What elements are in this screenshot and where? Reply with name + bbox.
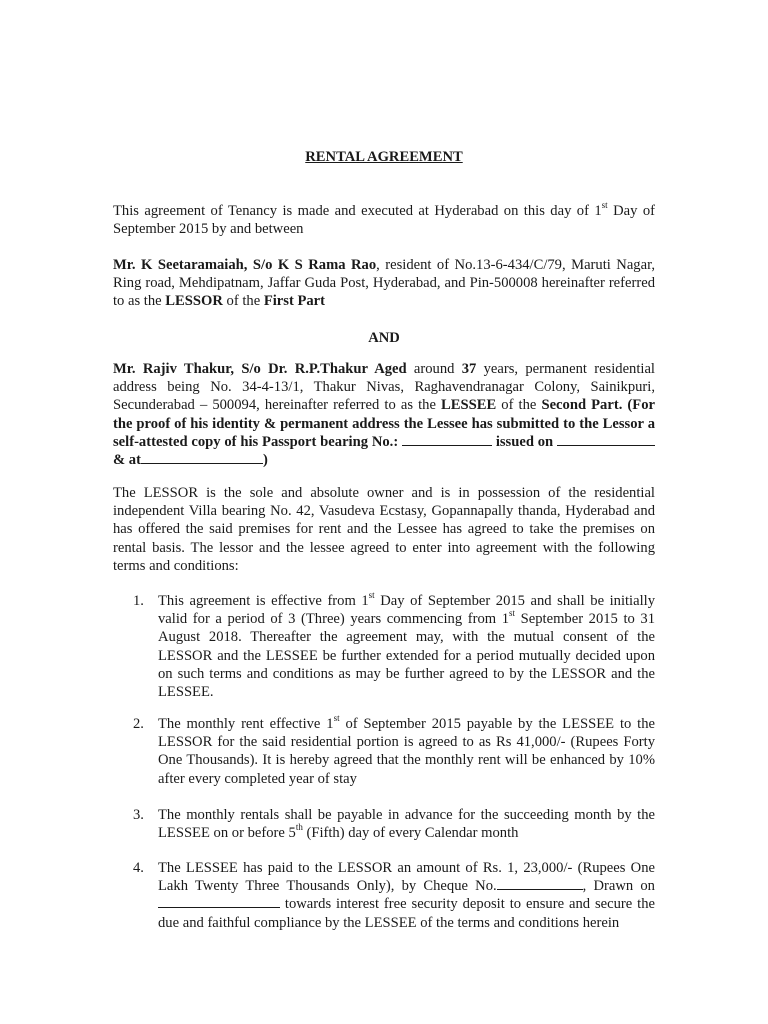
term-text: Day of September 2015 and shall be initially valid for a period of 3 (Three) years commencing from 1 xyxy=(158,593,655,628)
lessee-paragraph xyxy=(113,360,655,469)
term-text: The monthly rent effective 1 xyxy=(158,716,334,732)
lessor-part: First Part xyxy=(263,293,326,310)
lessor-mid: of the xyxy=(222,293,264,310)
issued-date-blank[interactable] xyxy=(557,433,655,446)
lessor-paragraph xyxy=(113,256,655,311)
issued-place-blank[interactable] xyxy=(141,451,263,464)
term-item-2 xyxy=(133,713,655,788)
term-number: 2. xyxy=(133,716,144,732)
term-text: , Drawn on xyxy=(582,878,655,895)
term-item-1 xyxy=(133,590,655,701)
term-text: The monthly rentals shall be payable in advance for the succeeding month by the LESSEE on or before 5 xyxy=(158,807,655,842)
issued-on-label: issued on xyxy=(492,433,557,450)
intro-paragraph xyxy=(113,202,655,238)
intro-text: This agreement of Tenancy is made and executed at Hyderabad on this day of 1 xyxy=(113,203,602,219)
intro-text-end: Day of September 2015 by and between xyxy=(113,203,655,238)
term-sup: st xyxy=(368,590,375,601)
term-sup: st xyxy=(509,608,516,619)
lessee-around: around xyxy=(406,361,462,377)
term-sup: th xyxy=(295,822,303,833)
and-heading: AND xyxy=(368,330,400,346)
term-item-3 xyxy=(133,806,655,842)
document-title: RENTAL AGREEMENT xyxy=(305,149,463,165)
term-text: towards interest free security deposit to ensure and secure the due and faithful compliance by the LESSEE of the terms and conditions herein xyxy=(158,896,655,931)
term-number: 3. xyxy=(133,807,144,823)
term-number: 4. xyxy=(133,860,144,876)
issued-at-label: & at xyxy=(113,452,141,469)
passport-number-blank[interactable] xyxy=(402,433,492,446)
premises-text: The LESSOR is the sole and absolute owner and is in possession of the residential independent Villa bearing No. 42, Vasudeva Ecstasy, Gopannapally thanda, Hyderabad and has offered the said premises for rent and the Lessee has agreed to take the premises on rental basis. The lessor and the lessee agreed to enter into agreement with the following terms and conditions: xyxy=(113,485,655,574)
intro-sup: st xyxy=(601,200,608,211)
cheque-number-blank[interactable] xyxy=(497,877,583,890)
premises-paragraph xyxy=(113,484,655,575)
lessee-proof-text: (For the proof of his identity & permanent address the Lessee has submitted to the Lessor a self-attested copy of his Passport bearing No.: xyxy=(113,397,655,450)
lessee-name: Mr. Rajiv Thakur, S/o Dr. R.P.Thakur Aged xyxy=(113,361,407,377)
term-item-4 xyxy=(133,859,655,932)
lessor-role: LESSOR xyxy=(165,293,223,310)
lessee-age: 37 xyxy=(461,361,477,377)
lessee-mid: of the xyxy=(496,397,542,414)
lessor-details: , resident of No.13-6-434/C/79, Maruti Nagar, Ring road, Mehdipatnam, Jaffar Guda Post, Hyderabad, and Pin-500008 hereinafter referred to as the xyxy=(113,257,655,310)
term-text: (Fifth) day of every Calendar month xyxy=(302,825,519,842)
drawn-on-blank[interactable] xyxy=(158,895,280,908)
term-text: The LESSEE has paid to the LESSOR an amount of Rs. 1, 23,000/- (Rupees One Lakh Twenty Three Thousands Only), by Cheque No. xyxy=(158,860,655,895)
term-sup: st xyxy=(333,713,340,724)
lessor-name: Mr. K Seetaramaiah, S/o K S Rama Rao xyxy=(113,257,377,273)
lessee-close-paren: ) xyxy=(262,452,268,469)
lessee-part: Second Part. xyxy=(541,397,623,414)
term-number: 1. xyxy=(133,593,144,609)
term-text: of September 2015 payable by the LESSEE to the LESSOR for the said residential portion is agreed to as Rs 41,000/- (Rupees Forty One Thousands). It is hereby agreed that the monthly rent will be enhanced by 10% after every completed year of stay xyxy=(158,716,655,787)
term-text: September 2015 to 31 August 2018. Thereafter the agreement may, with the mutual consent of the LESSOR and the LESSEE be further extended for a period mutually decided upon on such terms and conditions as may be further agreed to by the LESSOR and the LESSEE. xyxy=(158,611,655,701)
lessee-role: LESSEE xyxy=(441,397,497,414)
term-text: This agreement is effective from 1 xyxy=(158,593,369,609)
lessee-details: years, permanent residential address being No. 34-4-13/1, Thakur Nivas, Raghavendranagar Colony, Sainikpuri, Secunderabad – 500094, hereinafter referred to as the xyxy=(113,361,655,414)
